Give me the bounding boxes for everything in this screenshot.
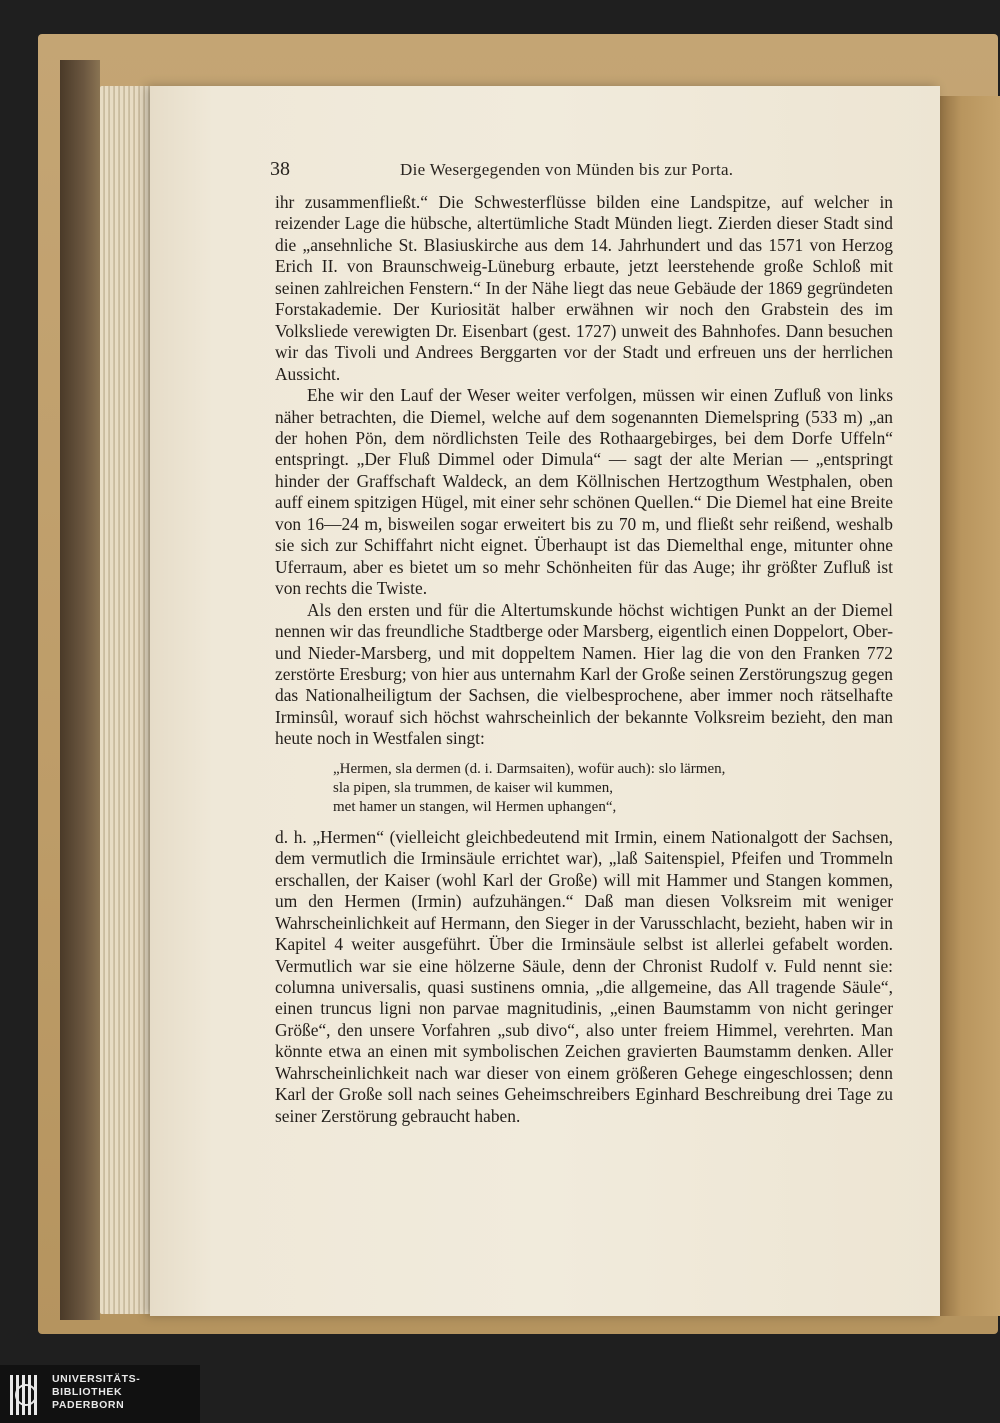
paragraph-2: Ehe wir den Lauf der Weser weiter verfolgen, müssen wir einen Zufluß von links näher betrachten, die Diemel, welche auf dem sogenannten Diemelspring (533 m) „an der hohen Pön, dem nördlichsten Teile des Rothaargebirges, bei dem Dorfe Uffeln“ entspringt. „Der Fluß Dimmel oder Dimula“ — sagt der alte Merian — „entspringt hinder der Graffschaft Waldeck, an dem Köllnischen Hertzogthum Westphalen, oben auff einem spitzigen Hügel, mit einer sehr schönen Quellen.“ Die Diemel hat eine Breite von 16—24 m, bisweilen sogar erweitert bis zu 70 m, und fließt sehr reißend, weshalb sie sich zur Schiffahrt nicht eignet. Überhaupt ist das Diemelthal enge, mitunter ohne Uferraum, aber es bietet um so mehr Schönheiten für das Auge; ihr größter Zufluß ist von rechts die Twiste. xyxy=(275,385,893,599)
page-number: 38 xyxy=(270,158,290,180)
library-logo-icon xyxy=(8,1371,44,1419)
verse-line-3: met hamer un stangen, wil Hermen uphangen“, xyxy=(333,798,617,815)
library-logo-text xyxy=(52,1373,140,1412)
logo-line-3: PADERBORN xyxy=(52,1399,125,1411)
logo-line-2: BIBLIOTHEK xyxy=(52,1386,123,1398)
verse-quote xyxy=(333,760,893,817)
paragraph-1: ihr zusammenfließt.“ Die Schwesterflüsse bilden eine Landspitze, auf welcher in reizender Lage die hübsche, altertümliche Stadt Münden liegt. Zierden dieser Stadt sind die „ansehnliche St. Blasiuskirche aus dem 14. Jahrhundert und das 1571 von Herzog Erich II. von Braunschweig-Lüneburg erbaute, jetzt leerstehende große Schloß mit seinen zahlreichen Fenstern.“ In der Nähe liegt das neue Gebäude der 1869 gegründeten Forstakademie. Der Kuriosität halber erwähnen wir noch den Grabstein des im Volksliede verewigten Dr. Eisenbart (gest. 1727) unweit des Bahnhofes. Dann besuchen wir das Tivoli und Andrees Berggarten vor der Stadt und erfreuen uns der herrlichen Aussicht. xyxy=(275,192,893,384)
cover-right-edge xyxy=(935,96,1000,1316)
verse-line-1: „Hermen, sla dermen (d. i. Darmsaiten), wofür auch): slo lärmen, xyxy=(333,760,726,777)
paragraph-3: Als den ersten und für die Altertumskunde höchst wichtigen Punkt an der Diemel nennen wir das freundliche Stadtberge oder Marsberg, eigentlich einen Doppelort, Ober- und Nieder-Marsberg, und mit doppeltem Namen. Hier lag die von den Franken 772 zerstörte Eresburg; von hier aus unternahm Karl der Große seinen Zerstörungszug gegen das Nationalheiligtum der Sachsen, die vielbesprochene, aber immer noch rätselhafte Irminsûl, worauf sich höchst wahrscheinlich der bekannte Volksreim bezieht, den man heute noch in Westfalen singt: xyxy=(275,599,893,749)
book-spine-shadow xyxy=(60,60,100,1320)
body-text xyxy=(275,192,893,1127)
logo-line-1: UNIVERSITÄTS- xyxy=(52,1373,141,1385)
page-header xyxy=(270,158,890,186)
paragraph-4: d. h. „Hermen“ (vielleicht gleichbedeutend mit Irmin, einem Nationalgott der Sachsen, dem vermutlich die Irminsäule errichtet war), „laß Saitenspiel, Pfeifen und Trommeln erschallen, der Kaiser (wohl Karl der Große) will mit Hammer und Stangen kommen, um den Hermen (Irmin) aufzuhängen.“ Daß man diesen Volksreim mit weniger Wahrscheinlichkeit auf Hermann, den Sieger in der Varusschlacht, bezieht, haben wir in Kapitel 4 weiter ausgeführt. Über die Irminsäule selbst ist allerlei gefabelt worden. Vermutlich war sie eine hölzerne Säule, denn der Chronist Rudolf v. Fuld nennt sie: columna universalis, quasi sustinens omnia, „die allgemeine, das All tragende Säule“, einen truncus ligni non parvae magnitudinis, „einen Baumstamm von nicht geringer Größe“, den unsere Vorfahren „sub divo“, also unter freiem Himmel, verehrten. Man könnte etwa an einen mit symbolischen Zeichen gravierten Baumstamm denken. Aller Wahrscheinlichkeit nach war dieser von einem größeren Gehege eingeschlossen; denn Karl der Große soll nach seines Geheimschreibers Eginhard Beschreibung drei Tage zu seiner Zerstörung gebraucht haben. xyxy=(275,826,893,1126)
library-logo xyxy=(0,1365,200,1423)
verse-line-2: sla pipen, sla trummen, de kaiser wil kummen, xyxy=(333,779,613,796)
running-head: Die Wesergegenden von Münden bis zur Porta. xyxy=(400,160,734,179)
